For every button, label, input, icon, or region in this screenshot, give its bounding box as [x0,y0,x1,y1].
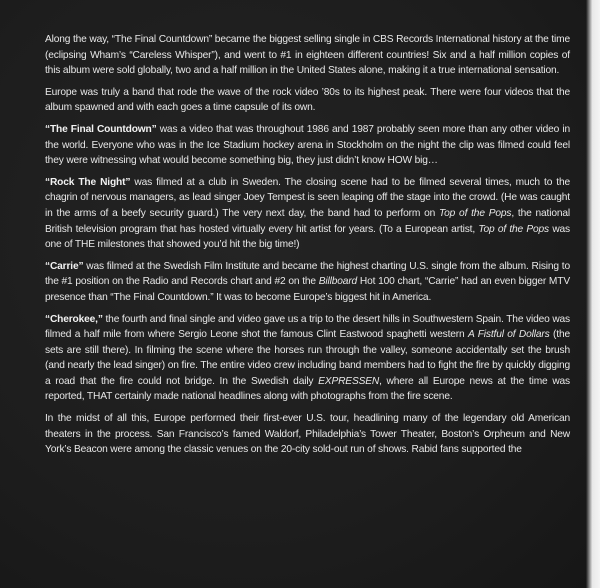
video-title: “Cherokee,” [45,313,103,325]
paragraph-carrie [45,259,570,306]
paragraph-rock-the-night [45,175,570,253]
text-run: , where all Europe news at the time was reported, THAT certainly made national headlines along with photographs from the fire scene. [45,375,570,403]
video-title: “The Final Countdown” [45,123,157,135]
text-run: was filmed at a club in Sweden. The closing scene had to be filmed several times, much to the chagrin of nervous managers, as lead singer Joey Tempest is seen leaping off the stage into the crowd. (He was caught in the arms of a beefy security guard.) The very next day, the band had to perform on [45,176,571,219]
paragraph-1 [45,32,570,79]
text-run: was one of THE milestones that showed you’d hit the big time!) [45,223,570,251]
italic-run: A Fistful of Dollars [468,329,550,341]
italic-run: Top of the Pops [439,207,512,219]
video-title: “Carrie” [45,260,84,272]
paragraph-final-countdown [45,122,570,169]
text-run: (the sets are still there). In filming the scene where the horses run through the valley, someone accidentally set the brush (and nearly the lead singer) on fire. The entire video crew including band members had to fight the fire by quickly digging a road that the fire could not bridge. In the Swedish daily [45,329,570,387]
italic-run: Top of the Pops [478,223,549,235]
page-edge [586,0,600,588]
paragraph-us-tour [45,411,570,458]
video-title: “Rock The Night” [45,176,131,188]
text-run: In the midst of all this, Europe performed their first-ever U.S. tour, headlining many of the legendary old American theaters in the process. San Francisco’s famed Waldorf, Philadelphia’s Tower Theater, Boston’s Orpheum and New York’s Beacon were among the classic venues on the 20-city sold-out run of shows. Rabid fans supported the [45,413,570,456]
italic-run: EXPRESSEN [318,375,380,387]
paragraph-2 [45,85,570,116]
text-run: was a video that was throughout 1986 and 1987 probably seen more than any other video in the world. Everyone who was in the Ice Stadium hockey arena in Stockholm on the night the clip was filmed could feel they were witnessing what would become something big, they just didn’t know HOW big… [45,123,570,167]
text-run: , the national British television program that has hosted virtually every hit artist for years. (To a European artist, [45,207,570,235]
text-run: the fourth and final single and video gave us a trip to the desert hills in Southwestern Spain. The video was filmed a half mile from where Sergio Leone shot the famous Clint Eastwood spaghetti western [45,313,570,341]
liner-notes-text [45,32,570,464]
italic-run: Billboard [318,276,358,288]
text-run: Along the way, “The Final Countdown” became the biggest selling single in CBS Records International history at the time (eclipsing Wham’s “Careless Whisper”), and went to #1 in eighteen different countries! Six and a half million copies of this album were sold globally, two and a half million in the United States alone, making it a true international sensation. [45,34,571,77]
text-run: was filmed at the Swedish Film Institute and became the highest charting U.S. single from the album. Rising to the #1 position on the Radio and Records chart and #2 on the [45,260,570,288]
paragraph-cherokee [45,312,570,406]
text-run: Europe was truly a band that rode the wave of the rock video ’80s to its highest peak. There were four videos that the album spawned and with each goes a time capsule of its own. [45,86,570,114]
text-run: Hot 100 chart, “Carrie” had an even bigger MTV presence than “The Final Countdown.” It was to become Europe’s biggest hit in America. [45,276,570,303]
